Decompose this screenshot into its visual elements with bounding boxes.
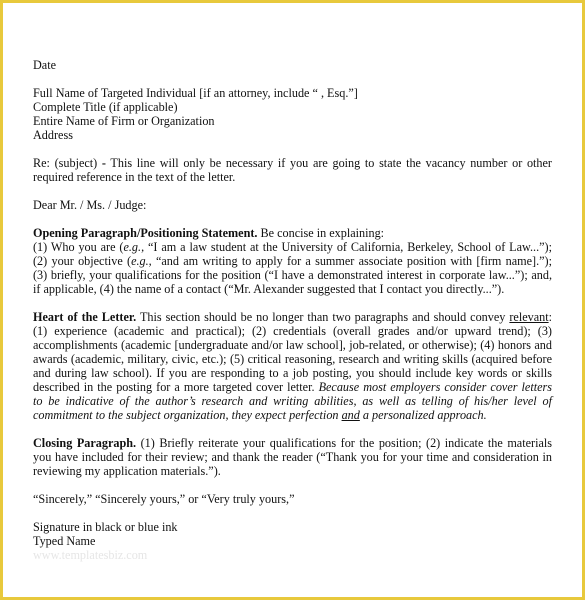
closing-line: you have included for their review; and thank the reader (“Thank you for your time and consideration in (33, 450, 552, 464)
heart-line: and during law school). If you are responding to a job posting, you should include key words or skills (33, 366, 552, 380)
opening-heading-line: Opening Paragraph/Positioning Statement. Be concise in explaining: (33, 226, 385, 240)
opening-line: (1) Who you are (e.g., “I am a law student at the University of California, Berkeley, School of Law...”); (33, 240, 552, 254)
typed-name-line: Typed Name (33, 534, 96, 548)
heart-line: (1) experience (academic and practical); (2) credentials (overall grades and/or upward trend); (3) (33, 324, 552, 338)
heart-line: Heart of the Letter. This section should be no longer than two paragraphs and should convey relevant: (33, 310, 552, 324)
subject-paragraph (33, 156, 552, 184)
address-line: Complete Title (if applicable) (33, 100, 178, 114)
opening-line: (3) briefly, your qualifications for the position (“I have a demonstrated interest in corporate law...”); and, (33, 268, 552, 282)
heart-line: commitment to the subject organization, they expect perfection and a personalized approach. (33, 408, 487, 422)
subject-line-1: Re: (subject) - This line will only be necessary if you are going to state the vacancy number or other (33, 156, 552, 170)
address-line: Full Name of Targeted Individual [if an attorney, include “ , Esq.”] (33, 86, 358, 100)
subject-line-2: required reference in the text of the letter. (33, 170, 236, 184)
closing-paragraph (33, 436, 552, 478)
opening-heading: Opening Paragraph/Positioning Statement. (33, 226, 258, 240)
address-line: Address (33, 128, 73, 142)
salutation: Dear Mr. / Ms. / Judge: (33, 198, 147, 212)
valediction: “Sincerely,” “Sincerely yours,” or “Very truly yours,” (33, 492, 295, 506)
heart-line: awards (academic, military, civic, etc.); (5) critical reasoning, research and writing skills (acquired before (33, 352, 552, 366)
recipient-address (33, 86, 552, 142)
watermark: www.templatesbiz.com (33, 548, 148, 562)
heart-line: described in the posting for a more targeted cover letter. Because most employers consider cover letters (33, 380, 552, 394)
opening-line: if applicable, (4) the name of a contact (“Mr. Alexander suggested that I contact you directly...”). (33, 282, 505, 296)
closing-line: Closing Paragraph. (1) Briefly reiterate your qualifications for the position; (2) indicate the materials (33, 436, 552, 450)
heart-heading: Heart of the Letter. (33, 310, 137, 324)
heart-paragraph (33, 310, 552, 422)
opening-paragraph (33, 226, 552, 296)
heart-line: accomplishments (academic [undergraduate and/or law school], job-related, or otherwise); (4) honors and (33, 338, 552, 352)
closing-line: reviewing my application materials.”). (33, 464, 221, 478)
signature-line: Signature in black or blue ink (33, 520, 178, 534)
letter-page (33, 58, 552, 562)
heart-line: to be indicative of the author’s research and writing abilities, as well as telling of his/her level of (33, 394, 552, 408)
closing-heading: Closing Paragraph. (33, 436, 137, 450)
opening-line: (2) your objective (e.g., “and am writing to apply for a summer associate position with [firm name].”); (33, 254, 552, 268)
date-line: Date (33, 58, 57, 72)
address-line: Entire Name of Firm or Organization (33, 114, 215, 128)
